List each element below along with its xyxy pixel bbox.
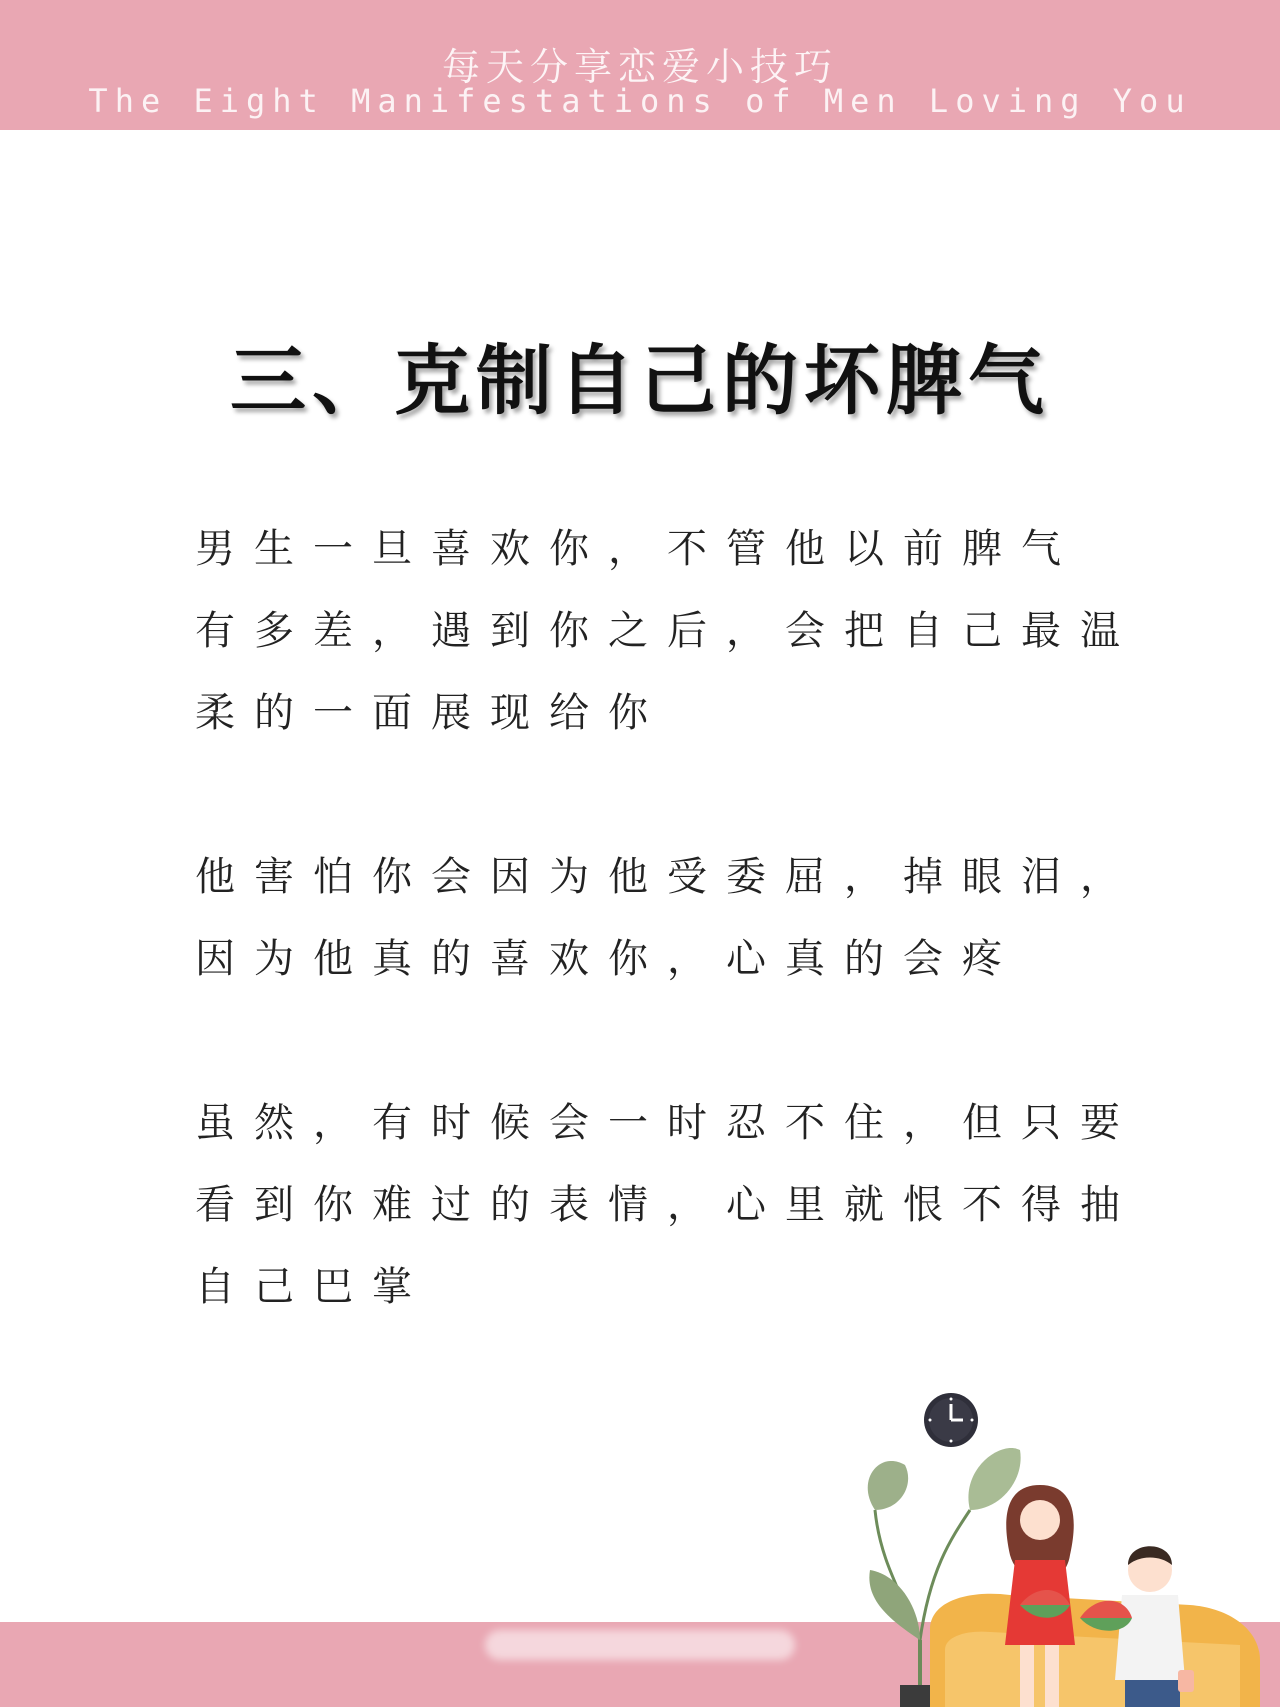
header-title-en: The Eight Manifestations of Men Loving You [88,82,1192,120]
paragraph-line: 看到你难过的表情，心里就恨不得抽 [195,1182,1139,1228]
header-title-cn: 每天分享恋爱小技巧 [441,45,838,89]
paragraph-line: 他害怕你会因为他受委屈，掉眼泪， [195,854,1139,900]
header-band [0,0,1280,130]
paragraph-line: 虽然，有时候会一时忍不住，但只要 [195,1100,1139,1146]
paragraph-line: 自己巴掌 [195,1264,431,1310]
paragraph-line: 因为他真的喜欢你，心真的会疼 [195,936,1021,982]
paragraph-3 [195,1082,1139,1328]
paragraph-1 [195,508,1139,754]
paragraph-line: 有多差，遇到你之后，会把自己最温 [195,608,1139,654]
paragraph-line: 柔的一面展现给你 [195,690,667,736]
clock-icon [924,1393,978,1447]
paragraph-2 [195,836,1139,1000]
page-title: 三、克制自己的坏脾气 [230,336,1050,425]
blurred-watermark [485,1630,795,1660]
couple-illustration [860,1390,1280,1707]
paragraph-line: 男生一旦喜欢你，不管他以前脾气 [195,526,1080,572]
